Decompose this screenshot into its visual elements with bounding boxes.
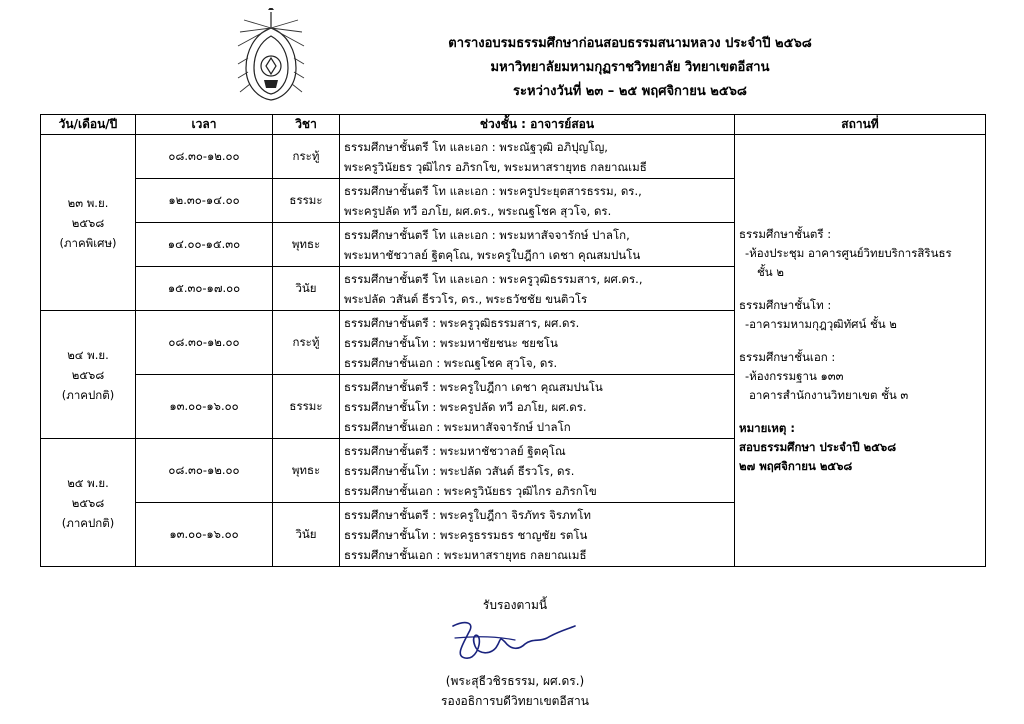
time-cell: ๐๘.๓๐-๑๒.๐๐ xyxy=(136,311,273,375)
subject-cell: วินัย xyxy=(273,503,340,567)
time-cell: ๑๔.๐๐-๑๕.๓๐ xyxy=(136,223,273,267)
note-line: ๒๗ พฤศจิกายน ๒๕๖๘ xyxy=(739,459,853,473)
instructor-line: ธรรมศึกษาชั้นตรี โท และเอก : พระครูวุฒิธรรมสาร, ผศ.ดร., xyxy=(344,271,643,286)
time-cell: ๑๕.๓๐-๑๗.๐๐ xyxy=(136,267,273,311)
document-header xyxy=(0,0,1024,112)
certify-text: รับรองตามนี้ xyxy=(482,598,548,612)
handwritten-signature xyxy=(435,616,595,666)
instructor-line: ธรรมศึกษาชั้นเอก : พระมหาสัจจารักษ์ ปาลโก xyxy=(344,419,571,434)
instructor-line: ธรรมศึกษาชั้นเอก : พระครูวินัยธร วุฒิไกร อภิรกโข xyxy=(344,483,597,498)
date-cell xyxy=(41,311,136,439)
time-cell: ๐๘.๓๐-๑๒.๐๐ xyxy=(136,135,273,179)
table-row xyxy=(41,135,986,179)
instructor-line: ธรรมศึกษาชั้นตรี โท และเอก : พระครูประยุตสารธรรม, ดร., xyxy=(344,183,642,198)
instructor-cell xyxy=(340,503,735,567)
subject-cell: ธรรมะ xyxy=(273,179,340,223)
instructor-cell xyxy=(340,439,735,503)
date-line: ๒๕ พ.ย. xyxy=(67,475,109,490)
place-block-level-2 xyxy=(739,296,981,334)
column-header-place: สถานที่ xyxy=(735,115,986,135)
year-line: ๒๕๖๘ xyxy=(71,367,105,382)
instructor-line: พระครูวินัยธร วุฒิไกร อภิรกโข, พระมหาสรายุทธ กลยาณเมธี xyxy=(344,159,647,174)
time-cell: ๑๓.๐๐-๑๖.๐๐ xyxy=(136,375,273,439)
instructor-cell xyxy=(340,375,735,439)
instructor-line: ธรรมศึกษาชั้นเอก : พระณฐโชค สุวโจ, ดร. xyxy=(344,355,558,370)
column-header-subject: วิชา xyxy=(273,115,340,135)
note-title: หมายเหตุ : xyxy=(739,421,795,435)
year-line: ๒๕๖๘ xyxy=(71,495,105,510)
title-line-3: ระหว่างวันที่ ๒๓ – ๒๕ พฤศจิกายน ๒๕๖๘ xyxy=(513,84,747,99)
column-header-time: เวลา xyxy=(136,115,273,135)
instructor-line: ธรรมศึกษาชั้นตรี : พระครูใบฎีกา เดชา คุณสมปนโน xyxy=(344,379,603,394)
instructor-line: พระมหาชัชวาลย์ ฐิตคุโณ, พระครูใบฎีกา เดชา คุณสมปนโน xyxy=(344,247,641,262)
instructor-cell xyxy=(340,267,735,311)
time-cell: ๑๒.๓๐-๑๔.๐๐ xyxy=(136,179,273,223)
year-line: ๒๕๖๘ xyxy=(71,215,105,230)
signer-name: (พระสุธีวชิรธรรม, ผศ.ดร.) xyxy=(445,674,585,688)
subject-cell: พุทธะ xyxy=(273,223,340,267)
signer-position: รองอธิการบดีวิทยาเขตอีสาน xyxy=(441,694,589,708)
instructor-line: ธรรมศึกษาชั้นตรี โท และเอก : พระณัฐวุฒิ อภิปุญโญ, xyxy=(344,139,608,154)
instructor-line: ธรรมศึกษาชั้นเอก : พระมหาสรายุทธ กลยาณเมธี xyxy=(344,547,587,562)
instructor-line: ธรรมศึกษาชั้นโท : พระมหาชัยชนะ ชยชโน xyxy=(344,335,558,350)
instructor-cell xyxy=(340,135,735,179)
date-cell xyxy=(41,135,136,311)
university-seal-logo xyxy=(236,8,306,104)
time-cell: ๑๓.๐๐-๑๖.๐๐ xyxy=(136,503,273,567)
place-title: ธรรมศึกษาชั้นเอก : xyxy=(739,350,836,364)
subject-cell: กระทู้ xyxy=(273,311,340,375)
instructor-line: ธรรมศึกษาชั้นตรี โท และเอก : พระมหาสัจจารักษ์ ปาลโก, xyxy=(344,227,630,242)
instructor-line: ธรรมศึกษาชั้นตรี : พระครูใบฎีกา จิรภัทร จิรภทโท xyxy=(344,507,592,522)
subject-cell: ธรรมะ xyxy=(273,375,340,439)
instructor-cell xyxy=(340,223,735,267)
column-header-instructors: ช่วงชั้น : อาจารย์สอน xyxy=(340,115,735,135)
session-type-line: (ภาคพิเศษ) xyxy=(59,235,117,250)
place-line: -อาคารมหามกุฎวุฒิทัศน์ ชั้น ๒ xyxy=(745,317,897,331)
place-line: -ห้องประชุม อาคารศูนย์วิทยบริการสิรินธร xyxy=(745,246,952,260)
instructor-line: ธรรมศึกษาชั้นโท : พระครูธรรมธร ชาญชัย รตโน xyxy=(344,527,588,542)
session-type-line: (ภาคปกติ) xyxy=(61,387,115,402)
schedule-table xyxy=(40,114,986,567)
instructor-line: ธรรมศึกษาชั้นโท : พระครูปลัด ทวี อภโย, ผศ.ดร. xyxy=(344,399,587,414)
column-header-date: วัน/เดือน/ปี xyxy=(41,115,136,135)
instructor-cell xyxy=(340,311,735,375)
date-line: ๒๔ พ.ย. xyxy=(67,347,109,362)
session-type-line: (ภาคปกติ) xyxy=(61,515,115,530)
instructor-line: พระครูปลัด ทวี อภโย, ผศ.ดร., พระณฐโชค สุวโจ, ดร. xyxy=(344,203,612,218)
place-line: -ห้องกรรมฐาน ๑๓๓ xyxy=(745,369,844,383)
time-cell: ๐๘.๓๐-๑๒.๐๐ xyxy=(136,439,273,503)
subject-cell: วินัย xyxy=(273,267,340,311)
place-title: ธรรมศึกษาชั้นตรี : xyxy=(739,227,832,241)
instructor-line: ธรรมศึกษาชั้นโท : พระปลัด วสันต์ ธีรวโร, ดร. xyxy=(344,463,575,478)
subject-cell: พุทธะ xyxy=(273,439,340,503)
title-line-1: ตารางอบรมธรรมศึกษาก่อนสอบธรรมสนามหลวง ประจำปี ๒๕๖๘ xyxy=(448,36,812,51)
instructor-cell xyxy=(340,179,735,223)
place-block-level-1 xyxy=(739,225,981,282)
place-line: อาคารสำนักงานวิทยาเขต ชั้น ๓ xyxy=(749,388,909,402)
table-header-row xyxy=(41,115,986,135)
instructor-line: ธรรมศึกษาชั้นตรี : พระมหาชัชวาลย์ ฐิตคุโณ xyxy=(344,443,566,458)
place-title: ธรรมศึกษาชั้นโท : xyxy=(739,298,832,312)
place-block-level-3 xyxy=(739,348,981,405)
place-cell xyxy=(735,135,986,567)
note-line: สอบธรรมศึกษา ประจำปี ๒๕๖๘ xyxy=(739,440,897,454)
instructor-line: พระปลัด วสันต์ ธีรวโร, ดร., พระธวัชชัย ขนติวโร xyxy=(344,291,588,306)
place-line: ชั้น ๒ xyxy=(757,265,784,279)
subject-cell: กระทู้ xyxy=(273,135,340,179)
instructor-line: ธรรมศึกษาชั้นตรี : พระครูวุฒิธรรมสาร, ผศ.ดร. xyxy=(344,315,580,330)
date-line: ๒๓ พ.ย. xyxy=(67,195,109,210)
note-block xyxy=(739,419,981,476)
date-cell xyxy=(41,439,136,567)
title-line-2: มหาวิทยาลัยมหามกุฏราชวิทยาลัย วิทยาเขตอีสาน xyxy=(490,60,770,75)
